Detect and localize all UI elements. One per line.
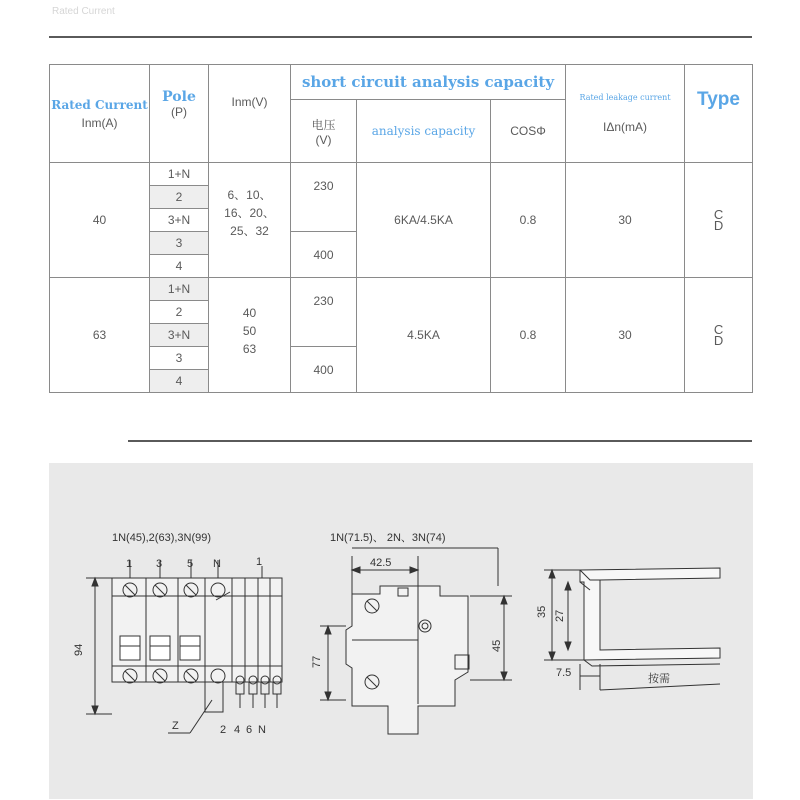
front-bottom-terminal: 2 (220, 724, 227, 736)
group2-pole: 2 (150, 301, 209, 324)
group2-capacity: 4.5KA (357, 278, 491, 393)
rail-outer-height: 35 (536, 605, 548, 618)
group1-cos: 0.8 (491, 163, 566, 278)
faint-header-text: Rated Current (52, 6, 115, 17)
group2-pole: 1+N (150, 278, 209, 301)
front-view-drawing (86, 560, 282, 733)
front-terminal-label: 3 (156, 558, 163, 570)
side-view-drawing (320, 548, 512, 734)
front-bottom-terminal: 6 (246, 724, 253, 736)
front-height-dimension: 94 (73, 643, 85, 656)
group1-leakage: 30 (566, 163, 685, 278)
front-terminal-label: N (213, 558, 221, 570)
group2-pole: 3+N (150, 324, 209, 347)
group1-pole: 1+N (150, 163, 209, 186)
group2-voltage-a: 230 (291, 278, 357, 347)
group1-inm-values: 6、10、 16、20、 25、32 (209, 163, 291, 278)
header-leakage: Rated leakage current IΔn(mA) (566, 65, 685, 163)
group1-voltage-b: 400 (291, 232, 357, 278)
group1-voltage-a: 230 (291, 163, 357, 232)
group1-pole: 3 (150, 232, 209, 255)
header-pole: Pole (P) (150, 65, 209, 163)
front-bottom-terminal: 4 (234, 724, 241, 736)
side-width-dimension: 42.5 (370, 557, 392, 569)
rail-inner-height: 27 (554, 609, 566, 622)
group1-pole: 3+N (150, 209, 209, 232)
header-cos: COSΦ (491, 100, 566, 163)
front-bottom-terminal: N (258, 724, 266, 736)
group1-pole: 2 (150, 186, 209, 209)
front-terminal-label: 1 (126, 558, 133, 570)
group2-pole: 3 (150, 347, 209, 370)
front-terminal-label: 5 (187, 558, 194, 570)
group2-type: C D (685, 278, 753, 393)
rail-length-label: 按需 (648, 673, 670, 685)
header-short-circuit: short circuit analysis capacity (291, 65, 566, 100)
group2-inm-values: 40 50 63 (209, 278, 291, 393)
front-z-label: Z (172, 720, 179, 732)
group2-leakage: 30 (566, 278, 685, 393)
group2-pole: 4 (150, 370, 209, 393)
side-left-dimension: 77 (311, 655, 323, 668)
group2-voltage-b: 400 (291, 347, 357, 393)
header-voltage: 电压 (V) (291, 100, 357, 163)
header-rated-current: Rated Current Inm(A) (50, 65, 150, 163)
group1-pole: 4 (150, 255, 209, 278)
front-marker-label: 1 (256, 556, 263, 568)
group1-capacity: 6KA/4.5KA (357, 163, 491, 278)
side-right-dimension: 45 (491, 639, 503, 652)
header-voltage-range: Inm(V) (209, 65, 291, 163)
group2-cos: 0.8 (491, 278, 566, 393)
group2-rated-current: 63 (50, 278, 150, 393)
rail-depth: 7.5 (556, 667, 572, 679)
group1-type: C D (685, 163, 753, 278)
group1-rated-current: 40 (50, 163, 150, 278)
front-view-title: 1N(45),2(63),3N(99) (112, 532, 212, 544)
header-analysis-capacity: analysis capacity (357, 100, 491, 163)
side-view-title: 1N(71.5)、 2N、3N(74) (330, 532, 446, 544)
header-type: Type (685, 65, 753, 163)
